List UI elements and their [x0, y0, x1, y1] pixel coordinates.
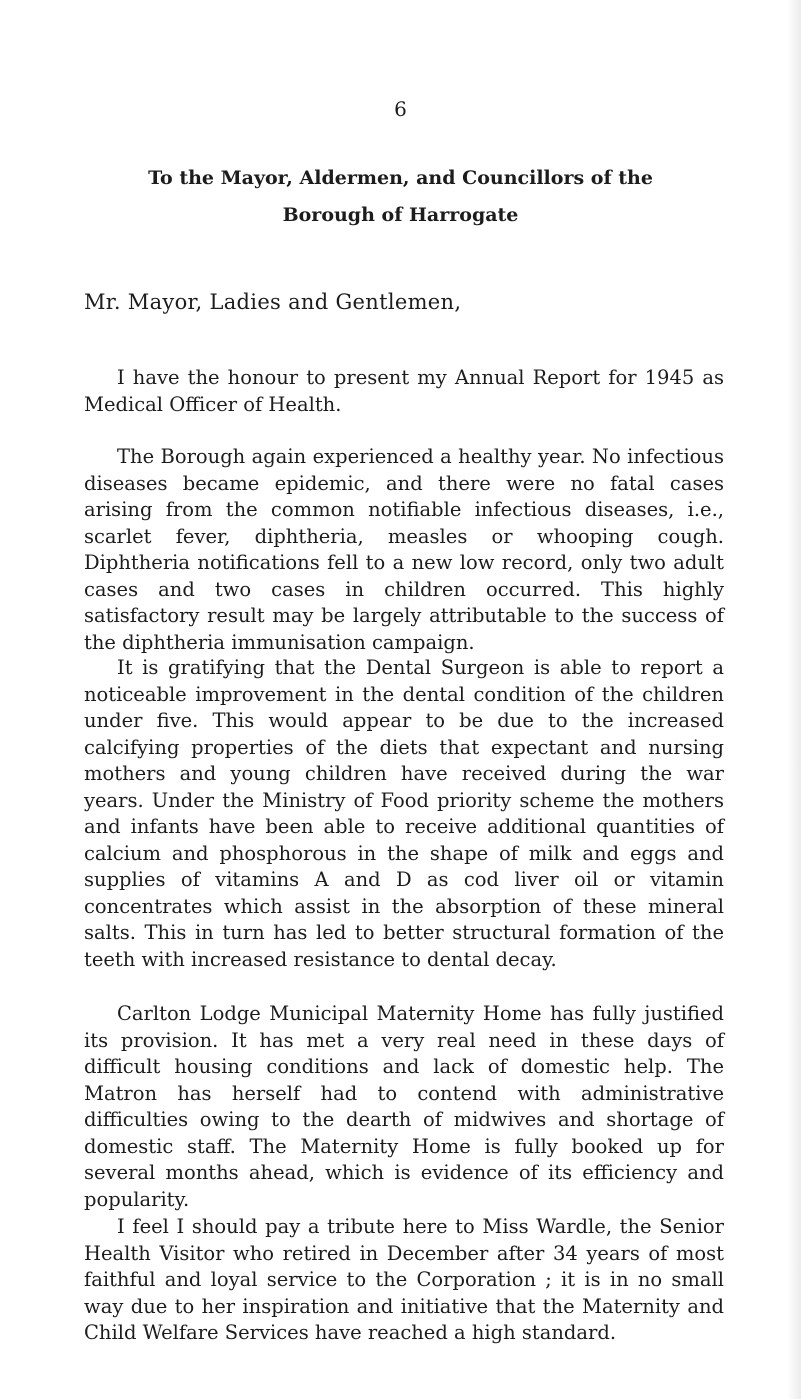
paragraph-dental-improvement: It is gratifying that the Dental Surgeon is able to report a noticeable improvement in the dental condition of the children under five. This would appear to be due to the increased calcifying properties of the diets that expectant and nursing mothers and young children have received during the war years. Under the Ministry of Food priority scheme the mothers and infants have been able to receive additional quantities of calcium and phosphorous in the shape of milk and eggs and supplies of vitamins A and D as cod liver oil or vitamin concentrates which assist in the absorption of these mineral salts. This in turn has led to better structural formation of the teeth with increased resistance to dental decay. [84, 656, 724, 971]
addressee-heading [0, 160, 801, 234]
salutation: Mr. Mayor, Ladies and Gentlemen, [84, 290, 462, 314]
paragraph-maternity-home: Carlton Lodge Municipal Maternity Home has fully justified its provision. It has met a very real need in these days of difficult housing conditions and lack of domestic help. The Matron has herself had to contend with administrative difficulties owing to the dearth of midwives and shortage of domestic staff. The Maternity Home is fully booked up for several months ahead, which is evidence of its efficiency and popularity. [84, 1002, 724, 1211]
addressee-line-1: To the Mayor, Aldermen, and Councillors of the [148, 167, 653, 189]
page-number: 6 [394, 97, 407, 121]
addressee-line-2: Borough of Harrogate [282, 204, 519, 226]
paragraph-infectious-diseases: The Borough again experienced a healthy year. No infectious diseases became epidemic, and there were no fatal cases arising from the common notifiable infectious diseases, i.e., scarlet fever, diphtheria, measles or whooping cough. Diphtheria notifications fell to a new low record, only two adult cases and two cases in children occurred. This highly satisfactory result may be largely attributable to the success of the diphtheria immunisation campaign. [84, 445, 724, 654]
paragraph-tribute-miss-wardle: I feel I should pay a tribute here to Miss Wardle, the Senior Health Visitor who retired in December after 34 years of most faithful and loyal service to the Corporation ; it is in no small way due to her inspiration and initiative that the Maternity and Child Welfare Services have reached a high standard. [84, 1215, 724, 1344]
paragraph-annual-report-intro: I have the honour to present my Annual Report for 1945 as Medical Officer of Health. [84, 366, 724, 416]
